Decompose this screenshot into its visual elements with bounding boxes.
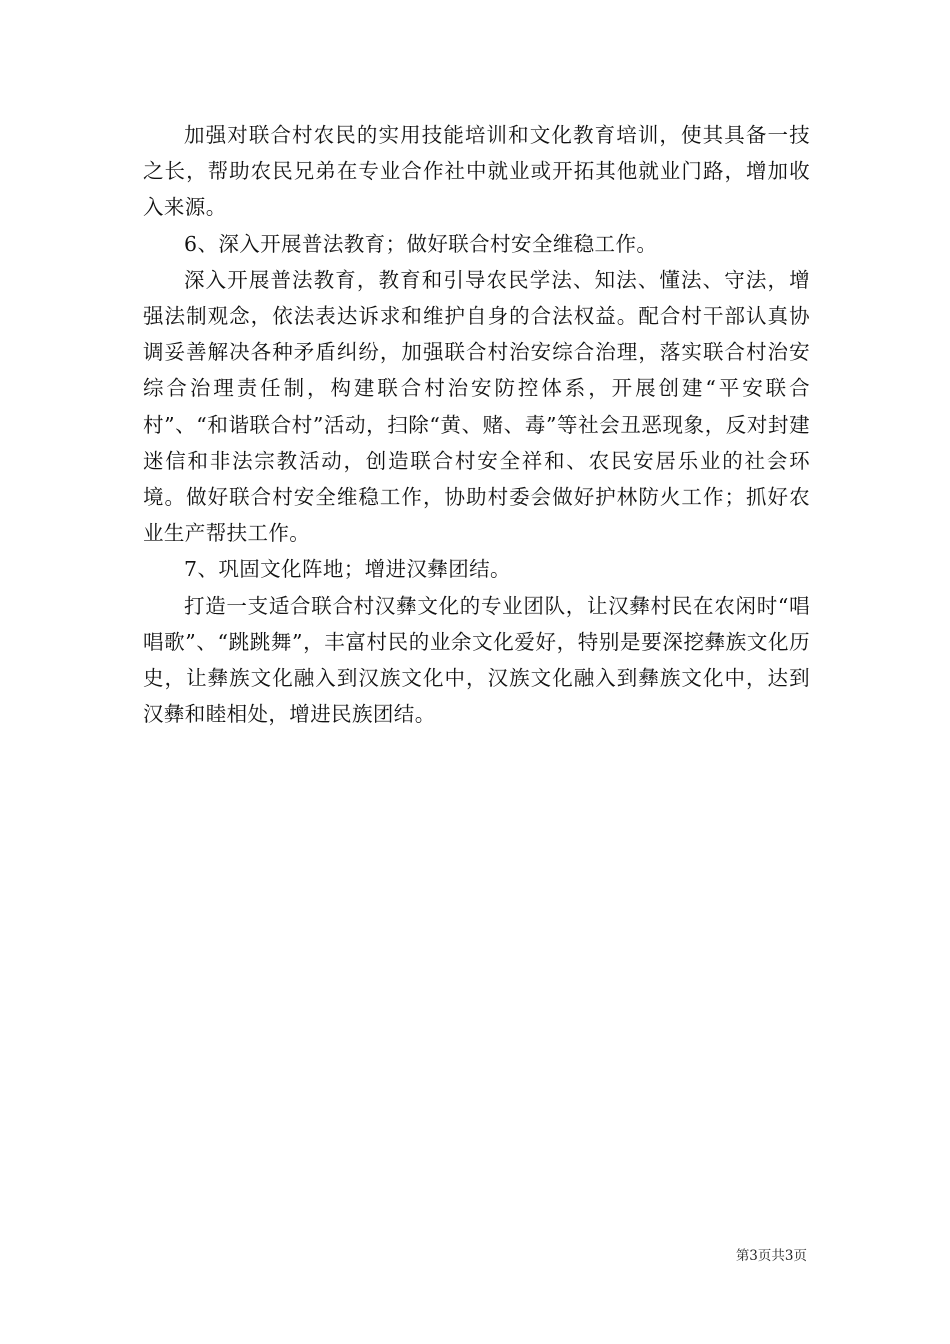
paragraph-skills-training: 加强对联合村农民的实用技能培训和文化教育培训，使其具备一技之长，帮助农民兄弟在专业合作社中就业或开拓其他就业门路，增加收入来源。 [143,123,810,220]
section-heading-legal-education: 6、深入开展普法教育；做好联合村安全维稳工作。 [184,231,658,256]
page-number-footer: 第3页共3页 [735,1248,807,1264]
document-body [143,117,810,732]
section-heading-culture: 7、巩固文化阵地；增进汉彝团结。 [184,557,511,582]
paragraph-legal-education: 深入开展普法教育，教育和引导农民学法、知法、懂法、守法，增强法制观念，依法表达诉求和维护自身的合法权益。配合村干部认真协调妥善解决各种矛盾纠纷，加强联合村治安综合治理，落实联合村治安综合治理责任制，构建联合村治安防控体系，开展创建“平安联合村”、“和谐联合村”活动，扫除“黄、赌、毒”等社会丑恶现象，反对封建迷信和非法宗教活动，创造联合村安全祥和、农民安居乐业的社会环境。做好联合村安全维稳工作，协助村委会做好护林防火工作；抓好农业生产帮扶工作。 [143,267,810,546]
paragraph-culture: 打造一支适合联合村汉彝文化的专业团队，让汉彝村民在农闲时“唱唱歌”、“跳跳舞”，丰富村民的业余文化爱好，特别是要深挖彝族文化历史，让彝族文化融入到汉族文化中，汉族文化融入到彝族文化中，达到汉彝和睦相处，增进民族团结。 [143,593,810,727]
